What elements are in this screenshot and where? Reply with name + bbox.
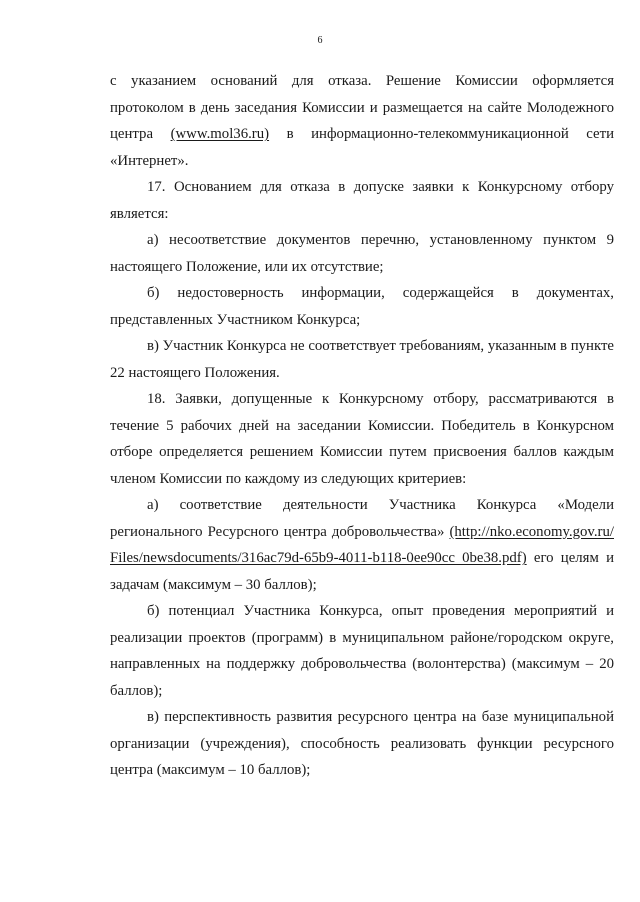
paragraph-text: а) соответствие деятельности Участника Конкурса «Модели регионального Ресурсного центра добровольчества» [110, 497, 614, 540]
paragraph-text: с указанием оснований для отказа. Решение Комиссии оформляется протоколом в день заседания Комиссии и размещается на сайте Молодежного центра [110, 73, 614, 142]
paragraph-17: 17. Основанием для отказа в допуске заявки к Конкурсному отбору является: [110, 179, 614, 222]
paragraph-18a [110, 492, 614, 598]
page-number: 6 [317, 35, 323, 46]
paragraph-18b: б) потенциал Участника Конкурса, опыт проведения мероприятий и реализации проектов (программ) в муниципальном районе/городском округе, направленных на поддержку добровольчества (волонтерства) (максимум – 20 баллов); [110, 603, 614, 699]
paragraph-text: в информационно-телекоммуникационной сети «Интернет». [110, 126, 615, 169]
paragraph-decision-protocol [110, 68, 614, 174]
paragraph-17c: в) Участник Конкурса не соответствует требованиям, указанным в пункте 22 настоящего Положения. [110, 338, 614, 381]
document-body [110, 68, 614, 784]
paragraph-18: 18. Заявки, допущенные к Конкурсному отбору, рассматриваются в течение 5 рабочих дней на заседании Комиссии. Победитель в Конкурсном отборе определяется решением Комиссии путем присвоения баллов каждым членом Комиссии по каждому из следующих критериев: [110, 391, 614, 487]
paragraph-text: его целям и задачам (максимум – 30 баллов); [110, 550, 614, 593]
paragraph-17a: а) несоответствие документов перечню, установленному пунктом 9 настоящего Положение, или их отсутствие; [110, 232, 614, 275]
paragraph-17b: б) недостоверность информации, содержащейся в документах, представленных Участником Конкурса; [110, 285, 614, 328]
mol36-link[interactable]: (www.mol36.ru) [170, 126, 270, 142]
paragraph-18c: в) перспективность развития ресурсного центра на базе муниципальной организации (учреждения), способность реализовать функции ресурсного центра (максимум – 10 баллов); [110, 709, 614, 778]
nko-economy-link[interactable]: (http://nko.economy.gov.ru/ Files/newsdocuments/316ac79d-65b9-4011-b118-0ee90cc 0be38.pdf) [110, 523, 614, 566]
